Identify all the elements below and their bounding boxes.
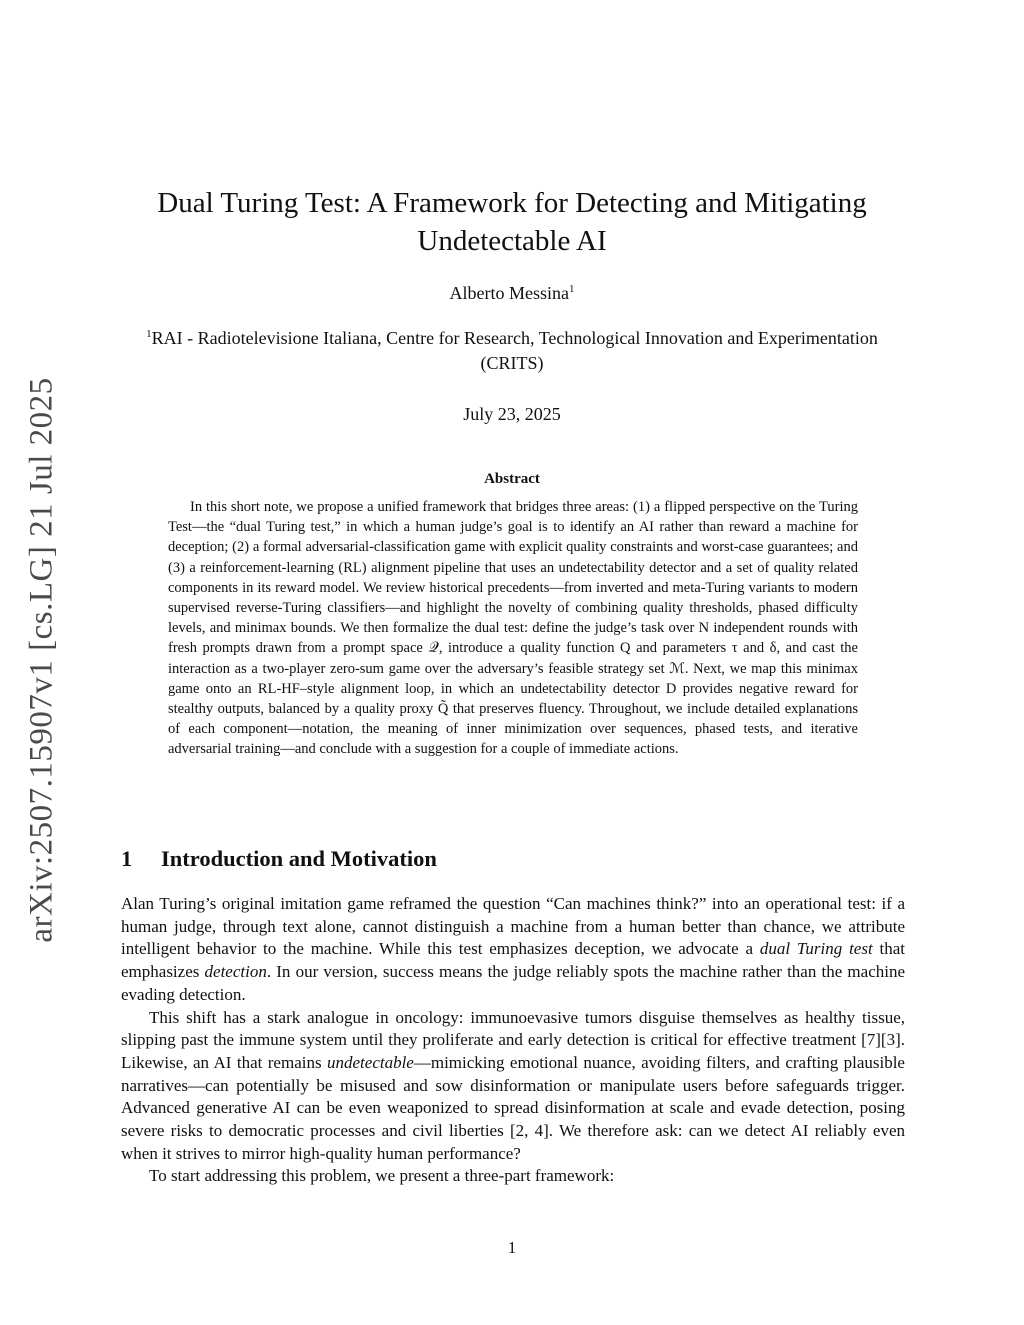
p1-emphasis-dual-test: dual Turing test	[759, 939, 873, 959]
p1-text-c: . In our version, success means the judge reliably spots the machine rather than the machine evading detection.	[121, 962, 906, 1004]
section-number: 1	[121, 846, 133, 871]
paragraph-1	[121, 893, 905, 1007]
p2-text-b: —mimicking emotional nuance, avoiding filters, and crafting plausible narratives—can potentially be misused and sow disinformation or manipulate users before safeguards trigger. Advanced generative AI can be even weaponized to spread disinformation at scale and evade detection, posing severe risks to democratic processes and civil liberties [2, 4]. We therefore ask: can we detect AI reliably even when it strives to mirror high-quality human performance?	[121, 1052, 905, 1163]
p2-emphasis-undetectable: undetectable	[327, 1052, 414, 1072]
p1-text-a: Alan Turing’s original imitation game reframed the question “Can machines think?” into an operational test: if a human judge, through text alone, cannot distinguish a machine from a human better than chance, we attribute intelligent behavior to the machine. While this test emphasizes deception, we advocate a	[121, 894, 905, 959]
affiliation-text: RAI - Radiotelevisione Italiana, Centre for Research, Technological Innovation and Experimentation (CRITS)	[151, 328, 878, 373]
affiliation-mark: 1	[146, 328, 152, 340]
author-line	[120, 283, 904, 304]
abstract-heading: Abstract	[484, 471, 540, 487]
paper-title: Dual Turing Test: A Framework for Detecting and Mitigating Undetectable AI	[157, 187, 867, 257]
p1-emphasis-detection: detection	[204, 962, 267, 982]
p1-text-b: that emphasizes	[121, 939, 906, 982]
affiliation	[140, 322, 884, 376]
paragraph-3: To start addressing this problem, we present a three-part framework:	[149, 1166, 615, 1186]
paper-date: July 23, 2025	[463, 404, 561, 424]
section-body	[121, 893, 905, 1188]
section-title: Introduction and Motivation	[161, 846, 437, 871]
author-name: Alberto Messina	[449, 283, 569, 303]
section-heading	[121, 846, 437, 872]
author-mark: 1	[568, 283, 575, 295]
abstract-text: In this short note, we propose a unified framework that bridges three areas: (1) a flipped perspective on the Turing Test—the “dual Turing test,” in which a human judge’s goal is to identify an AI rather than reward a machine for deception; (2) a formal adversarial-classification game with explicit quality constraints and worst-case guarantees; and (3) a reinforcement-learning (RL) alignment pipeline that uses an undetectability detector and a set of quality related components in its reward model. We review historical precedents—from inverted and meta-Turing variants to modern supervised reverse-Turing classifiers—and highlight the novelty of combining quality thresholds, phased difficulty levels, and minimax bounds. We then formalize the dual test: define the judge’s task over N independent rounds with fresh prompts drawn from a prompt space 𝒬, introduce a quality function Q and parameters τ and δ, and cast the interaction as a two-player zero-sum game over the adversary’s feasible strategy set ℳ. Next, we map this minimax game onto an RL-HF–style alignment loop, in which an undetectability detector D provides negative reward for stealthy outputs, balanced by a quality proxy Q̃ that preserves fluency. Throughout, we include detailed explanations of each component—notation, the meaning of inner minimization over sequences, phased tests, and iterative adversarial training—and conclude with a suggestion for a couple of immediate actions.	[168, 499, 858, 758]
paragraph-2	[121, 1007, 905, 1166]
arxiv-identifier: arXiv:2507.15907v1 [cs.LG] 21 Jul 2025	[23, 377, 60, 943]
page-number: 1	[507, 1238, 517, 1257]
p2-text-a: This shift has a stark analogue in oncology: immunoevasive tumors disguise themselves as healthy tissue, slipping past the immune system until they proliferate and early detection is critical for effective treatment [7][3]. Likewise, an AI that remains	[121, 1007, 905, 1072]
